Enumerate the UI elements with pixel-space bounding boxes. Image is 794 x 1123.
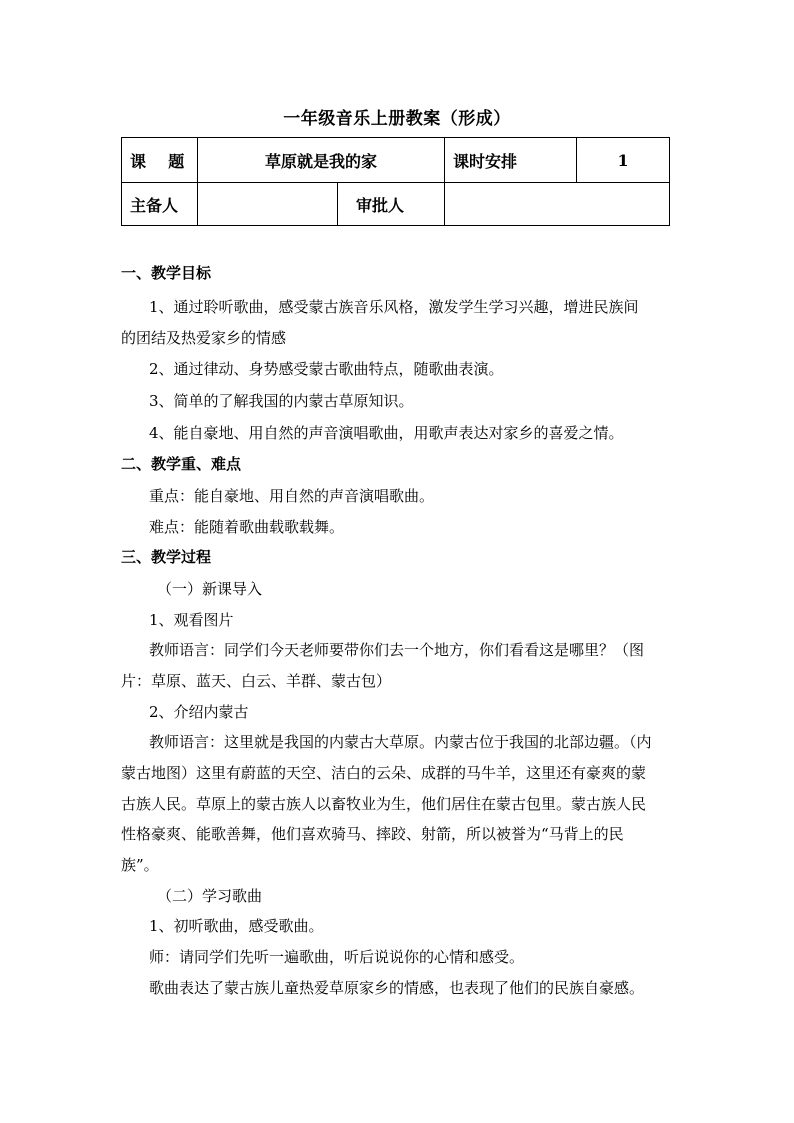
- step2-text-line2: 蒙古地图）这里有蔚蓝的天空、洁白的云朵、成群的马牛羊，这里还有豪爽的蒙: [121, 764, 647, 782]
- goal-1-line1: 1、通过聆听歌曲，感受蒙古族音乐风格，激发学生学习兴趣，增进民族间: [149, 298, 639, 316]
- difficult-point: 难点：能随着歌曲载歌载舞。: [149, 518, 345, 536]
- topic-label: 课 题: [122, 138, 198, 183]
- schedule-label: 课时安排: [445, 138, 577, 183]
- goal-1-line2: 的团结及热爱家乡的情感: [121, 329, 287, 347]
- approver-value: [445, 183, 670, 226]
- step1-text-line2: 片：草原、蓝天、白云、羊群、蒙古包）: [121, 672, 392, 690]
- teacher-line: 师：请同学们先听一遍歌曲，听后说说你的心情和感受。: [149, 948, 525, 966]
- song-step1: 1、初听歌曲，感受歌曲。: [149, 917, 324, 935]
- page-title: 一年级音乐上册教案（形成）: [283, 109, 511, 129]
- part1-heading: （一）新课导入: [157, 580, 263, 598]
- step1-text-line1: 教师语言：同学们今天老师要带你们去一个地方，你们看看这是哪里？（图: [149, 641, 645, 659]
- lesson-info-table: [121, 137, 670, 226]
- song-expression: 歌曲表达了蒙古族儿童热爱草原家乡的情感，也表现了他们的民族自豪感。: [149, 979, 645, 997]
- goal-2: 2、通过律动、身势感受蒙古歌曲特点，随歌曲表演。: [149, 360, 504, 378]
- step2-text-line1: 教师语言：这里就是我国的内蒙古大草原。内蒙古位于我国的北部边疆。（内: [149, 733, 652, 751]
- step2-text-line5: 族”。: [121, 856, 159, 874]
- step2-text-line3: 古族人民。草原上的蒙古族人以畜牧业为生，他们居住在蒙古包里。蒙古族人民: [121, 795, 647, 813]
- part2-heading: （二）学习歌曲: [157, 887, 263, 905]
- goals-heading: 一、教学目标: [121, 264, 212, 282]
- preparer-value: [198, 183, 338, 226]
- step1: 1、观看图片: [149, 611, 234, 629]
- goal-3: 3、简单的了解我国的内蒙古草原知识。: [149, 392, 414, 410]
- key-heading: 二、教学重、难点: [121, 455, 242, 473]
- goal-4: 4、能自豪地、用自然的声音演唱歌曲，用歌声表达对家乡的喜爱之情。: [149, 424, 624, 442]
- topic-value: 草原就是我的家: [198, 138, 445, 183]
- key-point: 重点：能自豪地、用自然的声音演唱歌曲。: [149, 487, 435, 505]
- approver-label: 审批人: [338, 183, 445, 226]
- step2-text-line4: 性格豪爽、能歌善舞，他们喜欢骑马、摔跤、射箭，所以被誉为“马背上的民: [121, 825, 624, 843]
- schedule-value: 1: [577, 138, 670, 183]
- process-heading: 三、教学过程: [121, 548, 212, 566]
- preparer-label: 主备人: [122, 183, 198, 226]
- step2: 2、介绍内蒙古: [149, 703, 249, 721]
